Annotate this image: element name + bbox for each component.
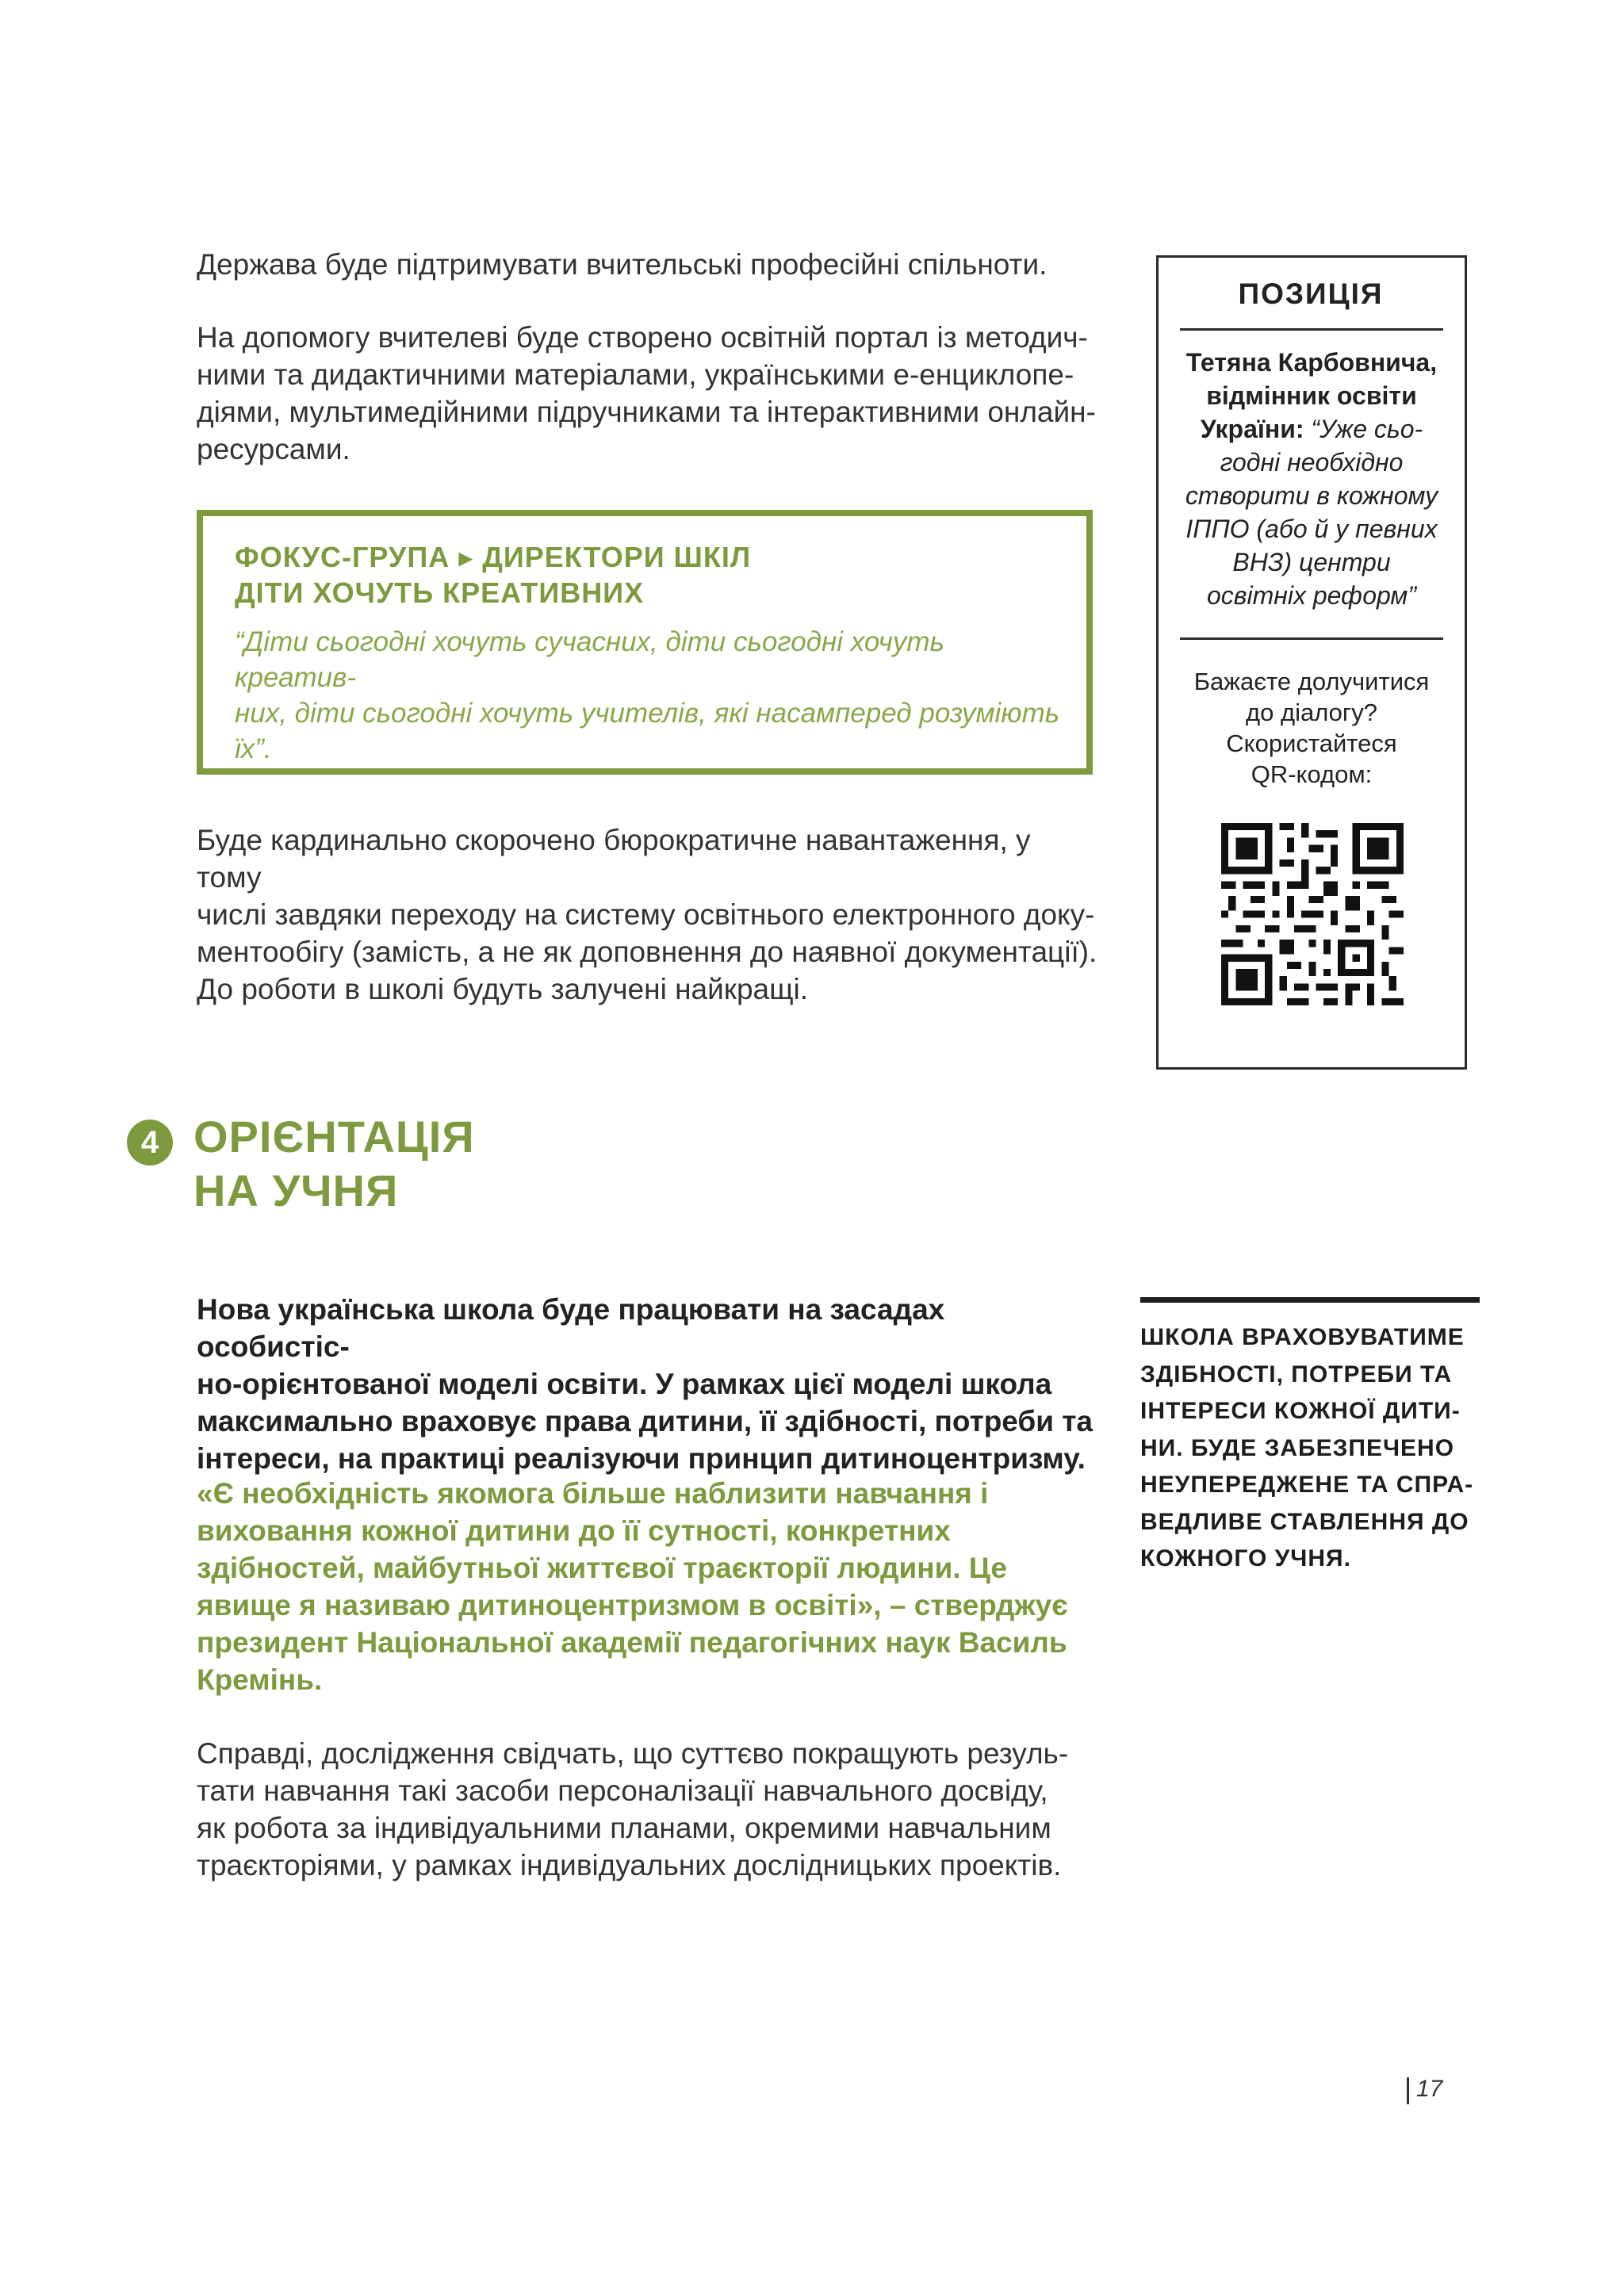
focus-group-title: ФОКУС-ГРУПА ▸ ДИРЕКТОРИ ШКІЛ ДІТИ ХОЧУТЬ КРЕАТИВНИХ [235, 541, 752, 609]
position-title: ПОЗИЦІЯ [1238, 278, 1384, 310]
focus-group-quote: “Діти сьогодні хочуть сучасних, діти сьогодні хочуть креатив- них, діти сьогодні хочуть учителів, які насамперед розуміють їх”. [235, 626, 1060, 764]
section-number-badge: 4 [127, 1120, 173, 1166]
best-teachers-paragraph: До роботи в школі будуть залучені найкращі. [197, 973, 809, 1005]
side-note-rule [1140, 1297, 1480, 1303]
lead-paragraph: Нова українська школа буде працювати на засадах особистіс- но-орієнтованої моделі освіти. У рамках цієї моделі школа максимально враховує права дитини, її здібності, потреби та інтереси, на практиці реалізуючи принцип дитиноцентризму. [197, 1293, 1093, 1475]
side-note: ШКОЛА ВРАХОВУВАТИМЕ ЗДІБНОСТІ, ПОТРЕБИ ТА ІНТЕРЕСИ КОЖНОЇ ДИТИ- НИ. БУДЕ ЗАБЕЗПЕЧЕНО НЕУПЕРЕДЖЕНЕ ТА СПРА- ВЕДЛИВЕ СТАВЛЕННЯ ДО КОЖНОГО УЧНЯ. [1140, 1324, 1474, 1571]
section-title: ОРІЄНТАЦІЯ НА УЧНЯ [193, 1112, 475, 1215]
qr-call-to-action: Бажаєте долучитися до діалогу? Скористайтеся QR-кодом: [1193, 668, 1430, 788]
intro-paragraph-1: Держава буде підтримувати вчительські професійні спільноти. [197, 248, 1048, 281]
position-divider-bottom [1180, 637, 1443, 640]
qr-code-icon[interactable] [1221, 823, 1404, 1005]
page-number: 17 [1416, 2076, 1443, 2102]
intro-paragraph-2: На допомогу вчителеві буде створено освітній портал із методич- ними та дидактичними матеріалами, українськими е-енциклопе- діями, мультимедійними підручниками та інтерактивними онлайн- ресурсами. [197, 321, 1096, 465]
position-quote: Тетяна Карбовнича, відмінник освіти України: “Уже сьо- годні необхідно створити в кожному ІППО (або й у певних ВНЗ) центри освітніх реформ” [1185, 348, 1438, 610]
closing-paragraph: Справді, дослідження свідчать, що суттєво покращують резуль- тати навчання такі засоби персоналізації навчального досвіду, як робота за індивідуальними планами, окремими навчальним траєкторіями, у рамках індивідуальних дослідницьких проектів. [197, 1737, 1069, 1881]
kremin-quote: «Є необхідність якомога більше наблизити навчання і виховання кожної дитини до її сутності, конкретних здібностей, майбутньої життєвої траєкторії людини. Це явище я називаю дитиноцентризмом в освіті», – стверджує президент Національної академії педагогічних наук Василь Кремінь. [197, 1477, 1068, 1696]
bureaucracy-paragraph: Буде кардинально скорочено бюрократичне навантаження, у тому числі завдяки переходу на систему освітнього електронного доку- ментообігу (замість, а не як доповнення до наявної документації). [197, 824, 1097, 968]
position-divider-top [1180, 328, 1443, 331]
